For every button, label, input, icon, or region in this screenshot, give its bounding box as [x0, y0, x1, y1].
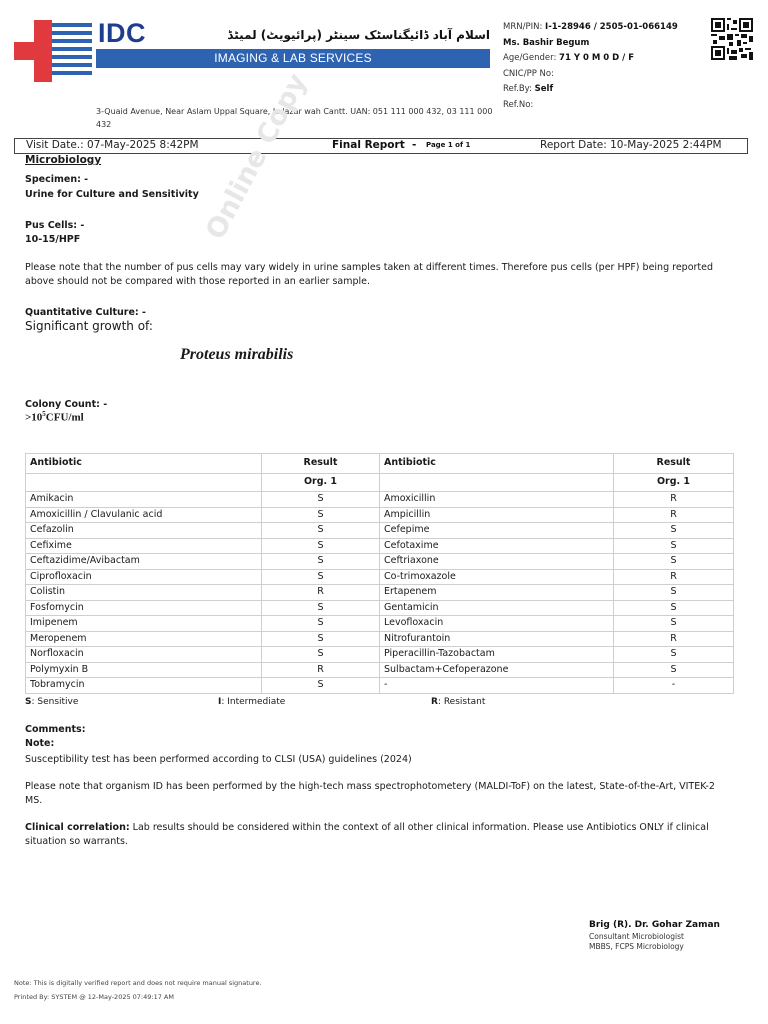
table-row [26, 585, 734, 601]
result-cell: S [614, 523, 734, 539]
colony-exponent: 5 [42, 410, 46, 418]
report-status [332, 139, 416, 151]
page-number: Page 1 of 1 [426, 141, 471, 149]
result-cell: S [614, 554, 734, 570]
clinical-correlation [25, 821, 715, 849]
result-cell: R [614, 631, 734, 647]
antibiotic-name: Meropenem [26, 631, 262, 647]
result-cell: S [262, 523, 380, 539]
antibiotic-name: Ampicillin [380, 507, 614, 523]
watermark: Online Copy [200, 68, 314, 245]
antibiotic-name: Ciprofloxacin [26, 569, 262, 585]
table-row [26, 507, 734, 523]
report-status-label: Final Report [332, 139, 405, 151]
signatory-qualification: MBBS, FCPS Microbiology [589, 942, 684, 951]
antibiotic-name: Ceftriaxone [380, 554, 614, 570]
refno-label: Ref.No: [503, 99, 534, 110]
result-cell: R [614, 492, 734, 508]
antibiotic-name: Nitrofurantoin [380, 631, 614, 647]
antibiotic-name: Cefazolin [26, 523, 262, 539]
result-cell: S [262, 647, 380, 663]
legend-i-key: I [218, 697, 222, 707]
age-label: Age/Gender: [503, 53, 557, 63]
mrn-value: I-1-28946 / 2505-01-066149 [545, 22, 678, 32]
legend-s-text: : Sensitive [31, 697, 79, 707]
antibiotic-table [25, 453, 734, 694]
antibiotic-name: Polymyxin B [26, 662, 262, 678]
patient-info [503, 20, 678, 113]
table-row [26, 662, 734, 678]
antibiotic-name: Amoxicillin [380, 492, 614, 508]
header-result-2: Result [614, 454, 734, 474]
header-antibiotic-2: Antibiotic [380, 454, 614, 474]
comment-line-1: Susceptibility test has been performed according to CLSI (USA) guidelines (2024) [25, 754, 412, 765]
antibiotic-name: - [380, 678, 614, 694]
result-cell: S [614, 616, 734, 632]
result-cell: S [262, 492, 380, 508]
note-label: Note: [25, 738, 55, 749]
table-row [26, 492, 734, 508]
banner-text: IMAGING & LAB SERVICES [214, 51, 372, 65]
result-cell: R [614, 507, 734, 523]
cnic-label: CNIC/PP No: [503, 68, 554, 79]
table-row [26, 647, 734, 663]
pus-cells-note: Please note that the number of pus cells may vary widely in urine samples taken at different times. Therefore pus cells (per HPF) being reported above should not be compared with those reported in an earlier sample. [25, 262, 714, 287]
idc-logo-icon [14, 20, 92, 82]
result-cell: - [614, 678, 734, 694]
result-cell: R [262, 585, 380, 601]
result-cell: S [262, 554, 380, 570]
comments-label: Comments: [25, 724, 86, 735]
result-cell: S [614, 647, 734, 663]
table-row [26, 600, 734, 616]
table-row [26, 616, 734, 632]
table-row [26, 569, 734, 585]
result-cell: R [614, 569, 734, 585]
legend-i-text: : Intermediate [221, 697, 286, 707]
table-row [26, 554, 734, 570]
legend-r-text: : Resistant [437, 697, 486, 707]
result-cell: S [262, 600, 380, 616]
org-label-2: Org. 1 [614, 474, 734, 492]
antibiotic-name: Amoxicillin / Clavulanic acid [26, 507, 262, 523]
antibiotic-name: Sulbactam+Cefoperazone [380, 662, 614, 678]
legend-s-key: S [25, 697, 32, 707]
table-row [26, 538, 734, 554]
antibiotic-name: Cefepime [380, 523, 614, 539]
department-title: Microbiology [25, 154, 102, 166]
result-cell: S [614, 662, 734, 678]
report-date: Report Date: 10-May-2025 2:44PM [540, 139, 722, 151]
result-cell: R [262, 662, 380, 678]
urdu-name: اسلام آباد ڈائیگناسٹک سینٹر (پرائیویٹ) لمیٹڈ [227, 28, 490, 42]
culture-label: Quantitative Culture: - [25, 307, 146, 318]
antibiotic-name: Gentamicin [380, 600, 614, 616]
result-cell: S [262, 678, 380, 694]
report-status-dash: - [412, 139, 417, 151]
antibiotic-name: Levofloxacin [380, 616, 614, 632]
antibiotic-name: Imipenem [26, 616, 262, 632]
antibiotic-name: Tobramycin [26, 678, 262, 694]
signature-block [589, 919, 720, 952]
antibiotic-name: Co-trimoxazole [380, 569, 614, 585]
colony-unit: CFU/ml [45, 411, 84, 424]
antibiotic-name: Cefixime [26, 538, 262, 554]
colony-count-label: Colony Count: - [25, 399, 108, 410]
colony-prefix: >10 [25, 411, 43, 424]
comment-line-2: Please note that organism ID has been performed by the high-tech mass spectrophotometery (MALDI-ToF) on the latest, State-of-the-Art, VITEK-2 MS. [25, 781, 715, 806]
antibiotic-name: Norfloxacin [26, 647, 262, 663]
legend-sensitive [25, 697, 78, 707]
table-row [26, 678, 734, 694]
legend-resistant [431, 697, 485, 707]
antibiotic-name: Fosfomycin [26, 600, 262, 616]
antibiotic-name: Ceftazidime/Avibactam [26, 554, 262, 570]
org-label-1: Org. 1 [262, 474, 380, 492]
pus-cells-label: Pus Cells: - [25, 220, 85, 231]
address: 3-Quaid Avenue, Near Aslam Uppal Square, Lalazar wah Cantt. UAN: 051 111 000 432, 03 111 000 432 [96, 107, 493, 129]
refby-value: Self [534, 84, 554, 94]
mrn-label: MRN/PIN: [503, 22, 543, 32]
antibiotic-name: Amikacin [26, 492, 262, 508]
result-cell: S [262, 616, 380, 632]
table-row [26, 523, 734, 539]
result-cell: S [614, 538, 734, 554]
age-value: 71 Y 0 M 0 D / F [559, 53, 634, 63]
header-result-1: Result [262, 454, 380, 474]
logo-text: IDC [98, 18, 146, 48]
result-cell: S [262, 507, 380, 523]
antibiotic-name: Cefotaxime [380, 538, 614, 554]
result-cell: S [262, 631, 380, 647]
colony-count-value [25, 410, 84, 424]
growth-text: Significant growth of: [25, 319, 153, 333]
clinical-label: Clinical correlation: [25, 822, 130, 833]
footer-note: Note: This is digitally verified report and does not require manual signature. [14, 979, 262, 987]
table-header-row [26, 454, 734, 474]
printed-by: Printed By: SYSTEM @ 12-May-2025 07:49:17 AM [14, 993, 174, 1001]
refby-label: Ref.By: [503, 84, 532, 94]
result-cell: S [614, 600, 734, 616]
legend-r-key: R [431, 697, 438, 707]
organism-name: Proteus mirabilis [180, 346, 294, 363]
patient-name: Ms. Bashir Begum [503, 37, 590, 48]
pus-cells-value: 10-15/HPF [25, 234, 81, 245]
antibiotic-name: Colistin [26, 585, 262, 601]
signatory-name: Brig (R). Dr. Gohar Zaman [589, 920, 720, 930]
visit-date: Visit Date.: 07-May-2025 8:42PM [26, 139, 199, 151]
antibiotic-name: Piperacillin-Tazobactam [380, 647, 614, 663]
result-cell: S [262, 538, 380, 554]
result-cell: S [262, 569, 380, 585]
specimen-value: Urine for Culture and Sensitivity [25, 189, 199, 200]
qr-code-icon [711, 18, 753, 60]
result-cell: S [614, 585, 734, 601]
organism-row [26, 474, 734, 492]
specimen-label: Specimen: - [25, 174, 89, 185]
table-row [26, 631, 734, 647]
signatory-title: Consultant Microbiologist [589, 932, 684, 941]
antibiotic-name: Ertapenem [380, 585, 614, 601]
header-antibiotic-1: Antibiotic [26, 454, 262, 474]
legend-intermediate [218, 697, 285, 707]
clinical-text: Lab results should be considered within the context of all other clinical information. Please use Antibiotics ONLY if clinical situation so warrants. [25, 822, 709, 847]
